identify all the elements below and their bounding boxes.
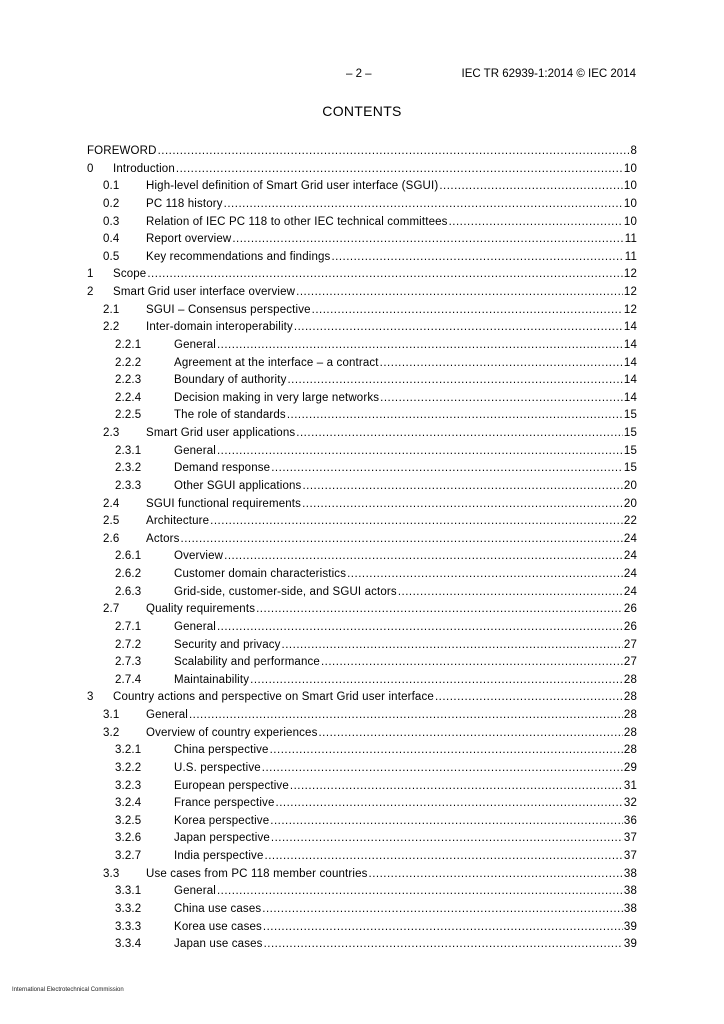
toc-entry[interactable]	[87, 161, 637, 179]
toc-entry-number: 3	[87, 691, 94, 704]
toc-entry-page: 27	[623, 638, 637, 651]
toc-entry[interactable]	[87, 778, 637, 796]
dot-leader	[296, 284, 623, 301]
toc-entry[interactable]	[87, 584, 637, 602]
toc-entry-title: Korea perspective	[174, 814, 270, 827]
toc-entry-title: Architecture	[146, 515, 210, 528]
toc-entry-line	[174, 566, 637, 583]
toc-entry-title: High-level definition of Smart Grid user interface (SGUI)	[146, 180, 439, 193]
toc-entry-line	[174, 355, 637, 372]
toc-entry[interactable]	[87, 302, 637, 320]
dot-leader	[302, 496, 623, 513]
toc-entry[interactable]	[87, 249, 637, 267]
toc-entry-line	[174, 584, 637, 601]
toc-entry[interactable]	[87, 513, 637, 531]
toc-entry-line	[146, 601, 637, 618]
dot-leader	[331, 249, 623, 266]
toc-entry-line	[146, 231, 637, 248]
toc-entry-title: Use cases from PC 118 member countries	[146, 867, 368, 880]
toc-entry-line	[87, 143, 637, 160]
toc-entry[interactable]	[87, 848, 637, 866]
toc-entry-page: 24	[623, 550, 637, 563]
toc-entry-line	[146, 531, 637, 548]
toc-entry-page: 14	[623, 338, 637, 351]
toc-entry-line	[113, 161, 637, 178]
toc-entry-number: 2.7.3	[115, 656, 142, 669]
toc-entry-title: Scope	[113, 268, 147, 281]
toc-entry-page: 15	[623, 462, 637, 475]
toc-entry-line	[174, 778, 637, 795]
toc-entry-page: 10	[623, 180, 637, 193]
footer-organization: International Electrotechnical Commission	[12, 987, 124, 993]
dot-leader	[321, 654, 623, 671]
document-reference: IEC TR 62939-1:2014 © IEC 2014	[461, 68, 636, 80]
toc-entry-number: 3.2.7	[115, 850, 142, 862]
toc-entry[interactable]	[87, 548, 637, 566]
dot-leader	[369, 866, 623, 883]
toc-entry-page: 36	[623, 814, 637, 827]
dot-leader	[217, 337, 623, 354]
toc-entry[interactable]	[87, 637, 637, 655]
dot-leader	[276, 795, 623, 812]
toc-entry[interactable]	[87, 813, 637, 831]
dot-leader	[398, 584, 623, 601]
toc-entry-title: Agreement at the interface – a contract	[174, 356, 379, 369]
toc-entry-number: 2.2.4	[115, 391, 142, 404]
page-number: – 2 –	[346, 68, 372, 80]
toc-entry-title: Quality requirements	[146, 603, 256, 616]
dot-leader	[312, 302, 623, 319]
toc-entry-page: 15	[623, 444, 637, 457]
toc-entry-title: Demand response	[174, 462, 271, 475]
toc-entry-number: 2.3	[103, 427, 120, 439]
toc-entry[interactable]	[87, 707, 637, 725]
toc-entry-title: Japan perspective	[174, 832, 270, 845]
toc-entry-page: 26	[623, 620, 637, 633]
toc-entry-title: Japan use cases	[174, 938, 263, 951]
toc-entry-line	[146, 214, 637, 231]
toc-entry[interactable]	[87, 901, 637, 919]
toc-entry-title: Key recommendations and findings	[146, 250, 331, 263]
toc-entry-title: Introduction	[113, 162, 175, 175]
toc-entry-page: 28	[623, 744, 637, 757]
dot-leader	[181, 531, 623, 548]
toc-entry-number: 3.2.2	[115, 761, 142, 774]
toc-entry-page: 29	[623, 761, 637, 774]
toc-entry-page: 11	[624, 250, 637, 263]
toc-entry-line	[174, 672, 637, 689]
toc-entry-line	[113, 284, 637, 301]
dot-leader	[302, 478, 622, 495]
toc-entry-title: Korea use cases	[174, 920, 262, 933]
toc-entry-line	[146, 196, 637, 213]
toc-entry-line	[113, 689, 637, 706]
toc-entry[interactable]	[87, 496, 637, 514]
toc-entry-number: 2.2.2	[115, 356, 142, 369]
toc-entry-number: 2.4	[103, 497, 120, 510]
toc-entry-number: 0.5	[103, 250, 120, 263]
toc-entry-line	[174, 830, 637, 847]
toc-entry[interactable]	[87, 619, 637, 637]
toc-entry-line	[174, 813, 637, 830]
dot-leader	[347, 566, 623, 583]
toc-entry-page: 14	[623, 356, 637, 369]
toc-entry-line	[174, 619, 637, 636]
dot-leader	[290, 778, 623, 795]
toc-entry-title: U.S. perspective	[174, 761, 261, 774]
toc-entry-number: 0.1	[103, 180, 120, 193]
toc-entry[interactable]	[87, 266, 637, 284]
dot-leader	[224, 548, 623, 565]
dot-leader	[217, 619, 623, 636]
toc-entry-number: 2.7	[103, 603, 120, 616]
toc-entry[interactable]	[87, 566, 637, 584]
toc-entry-line	[174, 848, 637, 865]
toc-entry-number: 2.2.3	[115, 374, 142, 387]
toc-entry-line	[146, 496, 637, 513]
toc-entry-number: 0.4	[103, 233, 120, 246]
toc-entry-title: European perspective	[174, 779, 289, 792]
dot-leader	[318, 725, 622, 742]
dot-leader	[224, 196, 623, 213]
toc-entry-page: 12	[623, 303, 637, 316]
toc-entry-title: SGUI – Consensus perspective	[146, 303, 311, 316]
toc-entry-line	[146, 725, 637, 742]
dot-leader	[256, 601, 623, 618]
toc-entry-page: 38	[623, 885, 637, 898]
toc-entry-title: India perspective	[174, 850, 264, 862]
toc-entry-number: 2.2	[103, 321, 120, 334]
dot-leader	[262, 901, 623, 918]
dot-leader	[287, 407, 623, 424]
toc-entry-page: 32	[623, 797, 637, 810]
toc-entry-number: 3.2.5	[115, 814, 142, 827]
toc-entry[interactable]	[87, 689, 637, 707]
toc-entry-number: 3.3.3	[115, 920, 142, 933]
toc-entry-page: 26	[623, 603, 637, 616]
toc-entry-title: PC 118 history	[146, 197, 223, 210]
toc-entry-title: Overview of country experiences	[146, 726, 318, 739]
toc-entry-number: 2.6	[103, 532, 120, 545]
dot-leader	[265, 848, 623, 865]
toc-entry-number: 2.7.2	[115, 638, 142, 651]
toc-entry-line	[174, 883, 637, 900]
toc-entry-number: 0	[87, 162, 94, 175]
toc-entry-page: 10	[623, 162, 637, 175]
dot-leader	[217, 443, 623, 460]
toc-entry-number: 3.3	[103, 867, 120, 880]
toc-entry-title: Country actions and perspective on Smart Grid user interface	[113, 691, 434, 704]
toc-entry-page: 20	[623, 479, 637, 492]
toc-entry-title: Security and privacy	[174, 638, 281, 651]
dot-leader	[176, 161, 623, 178]
toc-entry[interactable]	[87, 214, 637, 232]
toc-entry-page: 38	[623, 902, 637, 915]
toc-entry-title: Inter-domain interoperability	[146, 321, 293, 334]
toc-entry-page: 27	[623, 656, 637, 669]
toc-entry-title: Overview	[174, 550, 224, 563]
toc-entry[interactable]	[87, 866, 637, 884]
toc-entry[interactable]	[87, 478, 637, 496]
toc-entry-title: General	[174, 885, 216, 898]
toc-entry-title: Grid-side, customer-side, and SGUI actors	[174, 585, 397, 598]
dot-leader	[271, 830, 623, 847]
dot-leader	[158, 143, 630, 160]
dot-leader	[232, 231, 623, 248]
toc-entry-line	[174, 936, 637, 953]
toc-entry-page: 28	[623, 691, 637, 704]
dot-leader	[380, 390, 623, 407]
toc-entry-number: 3.1	[103, 709, 120, 721]
toc-entry-line	[174, 372, 637, 389]
toc-entry[interactable]	[87, 355, 637, 373]
toc-entry-title: France perspective	[174, 797, 275, 810]
toc-entry-title: Boundary of authority	[174, 374, 287, 387]
toc-entry[interactable]	[87, 443, 637, 461]
toc-entry-number: 2.7.4	[115, 673, 142, 686]
toc-entry[interactable]	[87, 830, 637, 848]
toc-entry-title: Smart Grid user interface overview	[113, 286, 296, 298]
toc-entry-page: 10	[623, 215, 637, 228]
toc-entry-line	[174, 919, 637, 936]
toc-entry-line	[146, 513, 637, 530]
toc-entry[interactable]	[87, 883, 637, 901]
dot-leader	[287, 372, 622, 389]
toc-entry-page: 11	[624, 233, 637, 246]
toc-entry-page: 12	[623, 268, 637, 281]
dot-leader	[435, 689, 623, 706]
toc-entry-line	[174, 443, 637, 460]
toc-entry-line	[146, 178, 637, 195]
toc-entry-line	[113, 266, 637, 283]
toc-entry[interactable]	[87, 460, 637, 478]
toc-entry-number: 0.3	[103, 215, 120, 228]
dot-leader	[210, 513, 623, 530]
toc-entry-number: 3.2.4	[115, 797, 142, 810]
toc-entry-page: 37	[623, 832, 637, 845]
toc-entry-number: 2.1	[103, 303, 120, 316]
toc-entry[interactable]	[87, 742, 637, 760]
toc-entry-page: 39	[623, 938, 637, 951]
toc-entry-page: 12	[623, 286, 637, 298]
toc-entry-title: Relation of IEC PC 118 to other IEC technical committees	[146, 215, 448, 228]
toc-entry-page: 22	[623, 515, 637, 528]
toc-entry-number: 2.3.1	[115, 444, 142, 457]
toc-entry-number: 0.2	[103, 197, 120, 210]
toc-entry-line	[146, 319, 637, 336]
dot-leader	[380, 355, 623, 372]
toc-entry-page: 15	[623, 409, 637, 422]
toc-entry-number: 2.2.5	[115, 409, 142, 422]
toc-entry-number: 3.2.6	[115, 832, 142, 845]
toc-entry-title: China perspective	[174, 744, 269, 757]
toc-entry[interactable]	[87, 760, 637, 778]
toc-entry[interactable]	[87, 284, 637, 302]
contents-title: CONTENTS	[322, 103, 402, 119]
toc-entry-number: 2.6.1	[115, 550, 142, 563]
toc-entry-number: 2.3.3	[115, 479, 142, 492]
toc-entry-title: SGUI functional requirements	[146, 497, 302, 510]
dot-leader	[262, 760, 623, 777]
toc-entry-page: 14	[623, 321, 637, 334]
dot-leader	[449, 214, 623, 231]
toc-entry-number: 2.6.3	[115, 585, 142, 598]
dot-leader	[271, 460, 623, 477]
dot-leader	[217, 883, 623, 900]
toc-entry[interactable]	[87, 319, 637, 337]
toc-entry-title: General	[174, 444, 216, 457]
toc-entry-number: 2.6.2	[115, 568, 142, 580]
toc-entry[interactable]	[87, 672, 637, 690]
toc-entry-page: 24	[623, 568, 637, 580]
toc-entry-page: 10	[623, 197, 637, 210]
dot-leader	[270, 813, 623, 830]
toc-entry[interactable]	[87, 231, 637, 249]
toc-entry-page: 31	[623, 779, 637, 792]
toc-entry-line	[174, 654, 637, 671]
toc-entry-title: Report overview	[146, 233, 232, 246]
toc-entry-title: Other SGUI applications	[174, 479, 302, 492]
toc-entry-page: 20	[623, 497, 637, 510]
toc-entry[interactable]	[87, 143, 637, 161]
toc-entry-page: 39	[623, 920, 637, 933]
dot-leader	[439, 178, 623, 195]
toc-entry-page: 8	[630, 145, 637, 157]
toc-entry[interactable]	[87, 601, 637, 619]
toc-entry-title: General	[146, 709, 188, 721]
toc-entry-title: China use cases	[174, 902, 262, 915]
toc-entry-title: Scalability and performance	[174, 656, 320, 669]
toc-entry-number: 3.2.3	[115, 779, 142, 792]
toc-entry-line	[174, 460, 637, 477]
toc-entry-line	[146, 425, 637, 442]
toc-entry-line	[174, 548, 637, 565]
toc-entry[interactable]	[87, 725, 637, 743]
toc-entry[interactable]	[87, 531, 637, 549]
toc-entry-line	[174, 795, 637, 812]
toc-entry-line	[146, 707, 637, 724]
toc-entry-number: 1	[87, 268, 94, 281]
dot-leader	[264, 936, 623, 953]
toc-entry-number: 2.7.1	[115, 620, 142, 633]
toc-entry-line	[146, 866, 637, 883]
toc-entry[interactable]	[87, 407, 637, 425]
dot-leader	[282, 637, 623, 654]
toc-entry-number: 3.2.1	[115, 744, 142, 757]
toc-entry-number: 2.2.1	[115, 338, 142, 351]
toc-entry-line	[174, 901, 637, 918]
toc-entry-title: Customer domain characteristics	[174, 568, 347, 580]
toc-entry-number: 3.3.4	[115, 938, 142, 951]
toc-entry[interactable]	[87, 196, 637, 214]
toc-entry-title: The role of standards	[174, 409, 286, 422]
dot-leader	[250, 672, 623, 689]
toc-entry-page: 14	[623, 374, 637, 387]
toc-entry[interactable]	[87, 795, 637, 813]
toc-entry-number: 2.3.2	[115, 462, 142, 475]
toc-entry-title: Smart Grid user applications	[146, 427, 296, 439]
table-of-contents	[87, 143, 637, 954]
toc-entry-page: 15	[623, 427, 637, 439]
toc-entry-line	[174, 742, 637, 759]
toc-entry-page: 28	[623, 709, 637, 721]
dot-leader	[263, 919, 623, 936]
toc-entry-line	[146, 302, 637, 319]
toc-entry-page: 24	[623, 532, 637, 545]
toc-entry-page: 14	[623, 391, 637, 404]
toc-entry-title: Maintainability	[174, 673, 250, 686]
toc-entry[interactable]	[87, 919, 637, 937]
dot-leader	[294, 319, 623, 336]
toc-entry[interactable]	[87, 337, 637, 355]
dot-leader	[270, 742, 623, 759]
dot-leader	[189, 707, 623, 724]
toc-entry-number: 3.3.2	[115, 902, 142, 915]
toc-entry[interactable]	[87, 425, 637, 443]
dot-leader	[296, 425, 623, 442]
toc-entry-line	[146, 249, 637, 266]
toc-entry[interactable]	[87, 178, 637, 196]
toc-entry-page: 24	[623, 585, 637, 598]
toc-entry[interactable]	[87, 372, 637, 390]
toc-entry[interactable]	[87, 390, 637, 408]
dot-leader	[147, 266, 623, 283]
toc-entry-page: 28	[623, 726, 637, 739]
toc-entry-number: 3.2	[103, 726, 120, 739]
toc-entry-title: Decision making in very large networks	[174, 391, 380, 404]
toc-entry[interactable]	[87, 654, 637, 672]
toc-entry-title: FOREWORD	[87, 145, 157, 157]
toc-entry-number: 2	[87, 286, 94, 298]
toc-entry-line	[174, 407, 637, 424]
toc-entry-line	[174, 390, 637, 407]
page-header	[0, 68, 724, 84]
toc-entry-number: 3.3.1	[115, 885, 142, 898]
toc-entry-line	[174, 760, 637, 777]
toc-entry-line	[174, 637, 637, 654]
toc-entry-number: 2.5	[103, 515, 120, 528]
toc-entry-page: 37	[623, 850, 637, 862]
toc-entry-line	[174, 337, 637, 354]
toc-entry-title: General	[174, 620, 216, 633]
toc-entry-page: 28	[623, 673, 637, 686]
toc-entry-page: 38	[623, 867, 637, 880]
toc-entry[interactable]	[87, 936, 637, 954]
toc-entry-title: General	[174, 338, 216, 351]
toc-entry-line	[174, 478, 637, 495]
toc-entry-title: Actors	[146, 532, 180, 545]
